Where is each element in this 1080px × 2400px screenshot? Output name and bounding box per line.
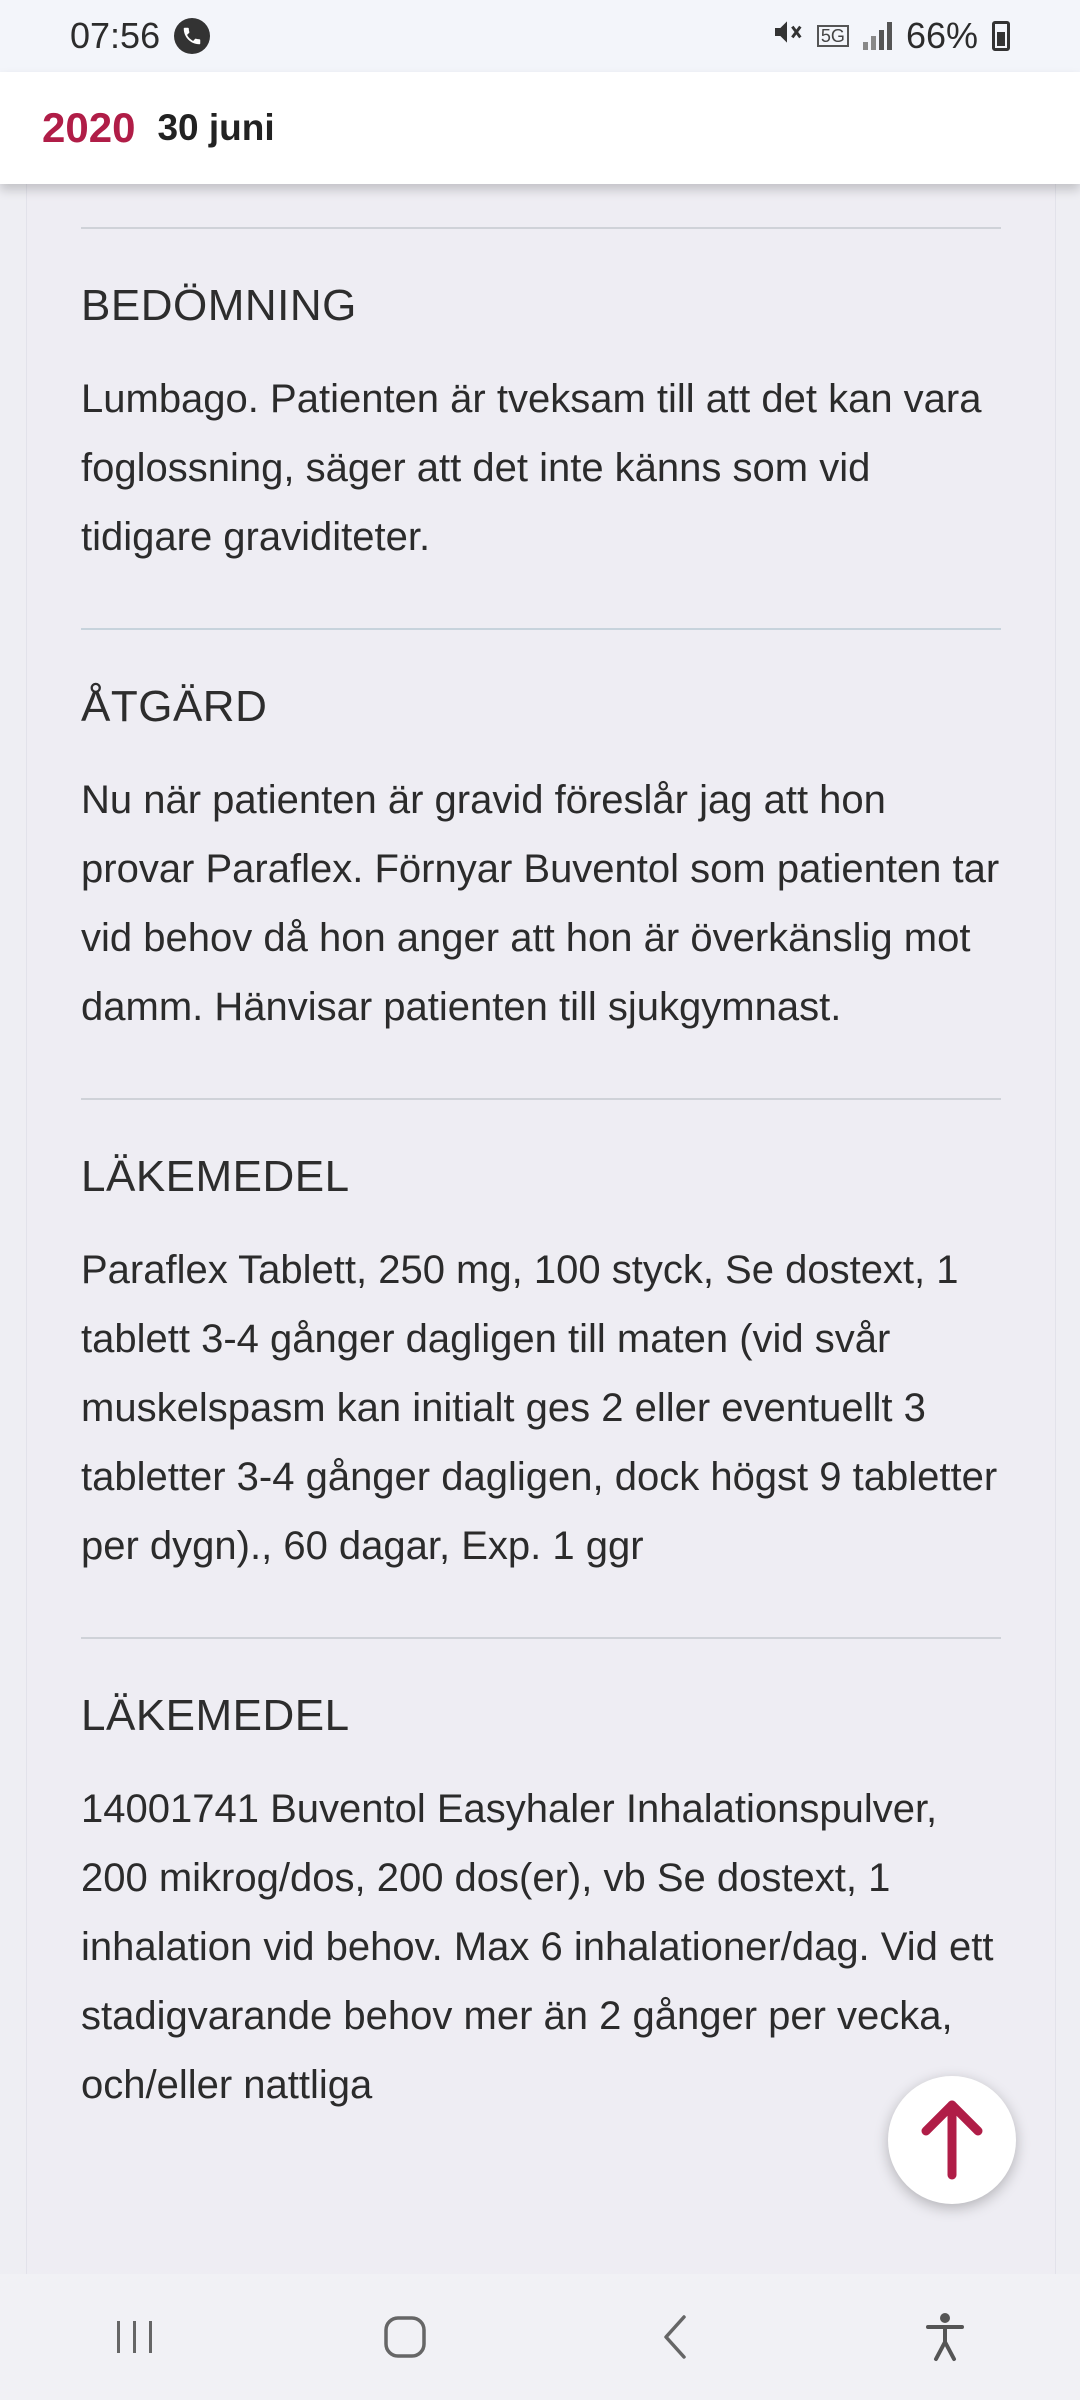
section-assessment <box>27 281 1055 572</box>
accessibility-button[interactable] <box>885 2287 1005 2387</box>
home-button[interactable] <box>345 2287 465 2387</box>
scroll-top-button[interactable] <box>888 2076 1016 2204</box>
mute-icon <box>771 15 803 57</box>
status-bar <box>0 0 1080 72</box>
section-body: 14001741 Buventol Easyhaler Inhalationspulver, 200 mikrog/dos, 200 dos(er), vb Se dostext, 1 inhalation vid behov. Max 6 inhalationer/dag. Vid ett stadigvarande behov mer än 2 gånger per vecka, och/eller nattliga <box>81 1787 994 2107</box>
section-medication-1 <box>27 1152 1055 1581</box>
header-date: 30 juni <box>157 107 275 148</box>
home-icon <box>382 2314 428 2360</box>
divider <box>81 227 1001 229</box>
section-title: ÅTGÄRD <box>81 682 268 731</box>
divider <box>81 1637 1001 1639</box>
battery-percent: 66% <box>905 15 978 56</box>
system-nav-bar <box>0 2274 1080 2400</box>
accessibility-icon <box>925 2312 965 2362</box>
signal-icon <box>863 22 892 50</box>
app-header <box>0 72 1080 184</box>
section-action <box>27 682 1055 1042</box>
section-body: Lumbago. Patienten är tveksam till att det kan vara foglossning, säger att det inte känns som vid tidigare graviditeter. <box>81 377 982 559</box>
section-body: Nu när patienten är gravid föreslår jag att hon provar Paraflex. Förnyar Buventol som patienten tar vid behov då hon anger att hon är överkänslig mot damm. Hänvisar patienten till sjukgymnast. <box>81 778 1000 1029</box>
status-time: 07:56 <box>70 15 161 56</box>
section-title: LÄKEMEDEL <box>81 1691 350 1740</box>
arrow-up-icon <box>917 2099 987 2181</box>
call-icon <box>174 18 210 54</box>
recent-apps-icon <box>113 2317 157 2357</box>
section-title: LÄKEMEDEL <box>81 1152 350 1201</box>
section-title: BEDÖMNING <box>81 281 357 330</box>
divider <box>81 1098 1001 1100</box>
back-button[interactable] <box>615 2287 735 2387</box>
journal-content[interactable] <box>26 184 1056 2274</box>
back-icon <box>660 2313 690 2361</box>
recent-apps-button[interactable] <box>75 2287 195 2387</box>
section-body: Paraflex Tablett, 250 mg, 100 styck, Se dostext, 1 tablett 3-4 gånger dagligen till maten (vid svår muskelspasm kan initialt ges 2 eller eventuellt 3 tabletter 3-4 gånger dagligen, dock högst 9 tabletter per dygn)., 60 dagar, Exp. 1 ggr <box>81 1248 998 1568</box>
section-medication-2 <box>27 1691 1055 2120</box>
network-type: 5G <box>817 25 849 47</box>
battery-icon <box>992 21 1010 51</box>
divider <box>81 628 1001 630</box>
header-year: 2020 <box>42 104 136 151</box>
